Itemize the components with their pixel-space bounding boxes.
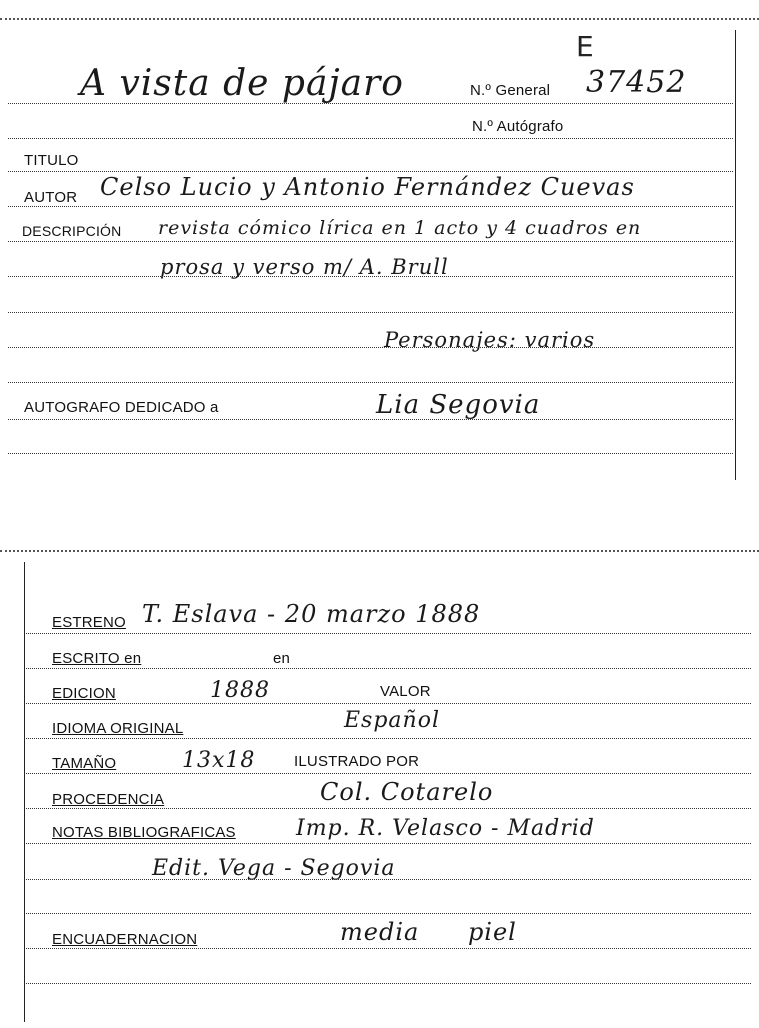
- encuadernacion-value: media piel: [340, 918, 517, 946]
- descripcion-line2: prosa y verso m/ A. Brull: [160, 255, 449, 279]
- rule-line: [8, 171, 733, 172]
- procedencia-label: PROCEDENCIA: [52, 791, 165, 808]
- notas-line1: Imp. R. Velasco - Madrid: [296, 816, 595, 841]
- rule-line: [8, 103, 733, 104]
- catalog-card-bottom: [0, 540, 759, 1028]
- descripcion-label: DESCRIPCIÓN: [22, 223, 122, 239]
- edicion-value: 1888: [210, 678, 270, 703]
- rule-line: [8, 312, 733, 313]
- en-label: en: [273, 650, 291, 667]
- idioma-value: Español: [344, 708, 440, 733]
- autor-label: AUTOR: [24, 189, 78, 206]
- rule-line: [26, 843, 751, 844]
- general-number: 37452: [586, 65, 687, 100]
- rule-line: [8, 382, 733, 383]
- rule-line: [8, 453, 733, 454]
- rule-line: [8, 276, 733, 277]
- rule-line: [26, 913, 751, 914]
- rule-line: [8, 419, 733, 420]
- rule-line: [26, 703, 751, 704]
- corner-letter: E: [576, 30, 594, 63]
- valor-label: VALOR: [380, 683, 431, 700]
- rule-line: [26, 983, 751, 984]
- notas-label: NOTAS BIBLIOGRAFICAS: [52, 824, 236, 841]
- card-bottom-edge: [0, 550, 759, 552]
- autografo-label: N.º Autógrafo: [472, 118, 564, 135]
- rule-line: [26, 808, 751, 809]
- estreno-value: T. Eslava - 20 marzo 1888: [142, 600, 481, 628]
- idioma-label: IDIOMA ORIGINAL: [52, 720, 184, 737]
- rule-line: [26, 633, 751, 634]
- procedencia-value: Col. Cotarelo: [320, 778, 494, 806]
- notas-line2: Edit. Vega - Segovia: [152, 856, 396, 881]
- rule-line: [26, 879, 751, 880]
- edicion-label: EDICION: [52, 685, 116, 702]
- estreno-label: ESTRENO: [52, 614, 126, 631]
- catalog-card-top: [0, 0, 759, 500]
- escrito-label: ESCRITO en: [52, 650, 142, 667]
- title-handwritten: A vista de pájaro: [80, 63, 404, 104]
- dedicado-label: AUTOGRAFO DEDICADO a: [24, 399, 219, 416]
- dedicado-value: Lia Segovia: [376, 390, 541, 420]
- card-left-border: [24, 562, 25, 1022]
- titulo-label: TITULO: [24, 152, 79, 169]
- card-right-border: [735, 30, 736, 480]
- autor-value: Celso Lucio y Antonio Fernández Cuevas: [100, 173, 635, 201]
- tamano-value: 13x18: [182, 748, 256, 773]
- descripcion-line1: revista cómico lírica en 1 acto y 4 cuadros en: [158, 217, 642, 239]
- rule-line: [26, 668, 751, 669]
- personajes-value: Personajes: varios: [384, 328, 596, 352]
- rule-line: [8, 347, 733, 348]
- general-label: N.º General: [470, 82, 551, 99]
- rule-line: [26, 738, 751, 739]
- rule-line: [8, 206, 733, 207]
- rule-line: [8, 138, 733, 139]
- ilustrado-label: ILUSTRADO POR: [294, 753, 420, 770]
- rule-line: [26, 948, 751, 949]
- tamano-label: TAMAÑO: [52, 755, 117, 772]
- encuadernacion-label: ENCUADERNACION: [52, 931, 198, 948]
- card-top-edge: [0, 18, 759, 20]
- rule-line: [8, 241, 733, 242]
- rule-line: [26, 773, 751, 774]
